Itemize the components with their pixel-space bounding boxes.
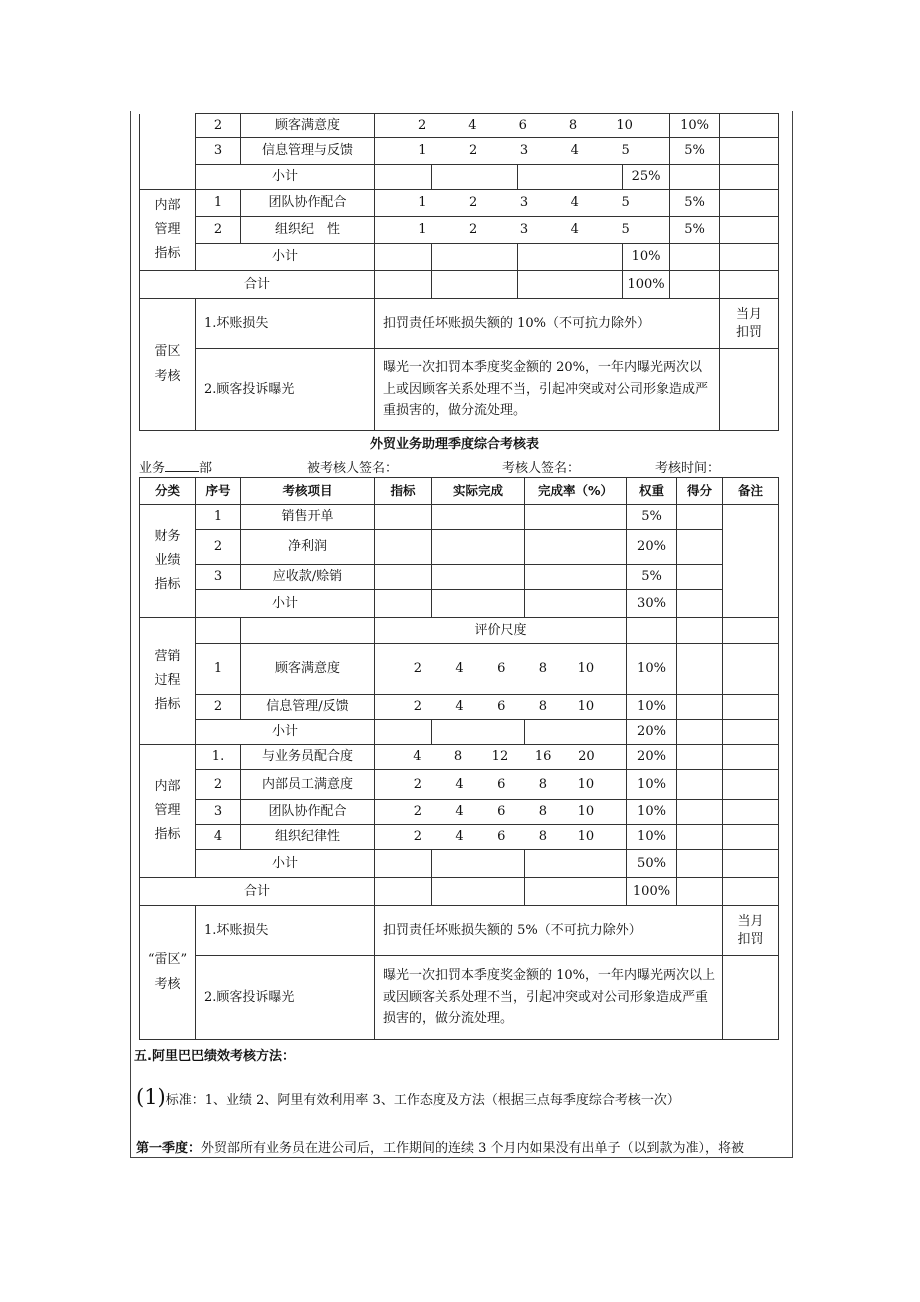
- scale-cell: 1 2 3 4 5: [375, 138, 670, 165]
- quarter-line: 第一季度：外贸部所有业务员在进公司后，工作期间的连续 3 个月内如果没有出单子（以到款为准），将被: [136, 1141, 745, 1156]
- total-row: 合计 100%: [140, 878, 779, 906]
- table-row: 内部 管理 指标 1. 与业务员配合度 4 8 12 16 20 20%: [140, 745, 779, 770]
- score-cell[interactable]: [677, 644, 723, 695]
- table-row: 1 顾客满意度 2 4 6 8 10 10%: [140, 644, 779, 695]
- note-cell[interactable]: [723, 825, 779, 850]
- note-cell[interactable]: [723, 745, 779, 770]
- table-row: 2 顾客满意度 2 4 6 8 10 10%: [140, 114, 779, 138]
- table-row: 2 组织纪 性 1 2 3 4 5 5%: [140, 217, 779, 244]
- header-row: 分类 序号 考核项目 指标 实际完成 完成率（%） 权重 得分 备注: [140, 478, 779, 505]
- scale-cell: 2 4 6 8 10: [375, 800, 627, 825]
- scale-header-row: 营销 过程 指标 评价尺度: [140, 618, 779, 644]
- mine-note: 当月 扣罚: [720, 299, 779, 349]
- mine-row: 2.顾客投诉曝光 曝光一次扣罚本季度奖金额的 20%，一年内曝光两次以上或因顾客关系处理不当，引起冲突或对公司形象造成严重损害的，做分流处理。: [140, 349, 779, 431]
- mine-row: “雷区” 考核 1.坏账损失 扣罚责任坏账损失额的 5%（不可抗力除外） 当月 扣罚: [140, 906, 779, 956]
- category-internal: 内部 管理 指标: [140, 190, 196, 271]
- table-continued: [139, 113, 779, 431]
- target-cell[interactable]: [375, 565, 432, 590]
- score-cell[interactable]: [677, 530, 723, 565]
- note-cell[interactable]: [723, 644, 779, 695]
- section-heading: 五.阿里巴巴绩效考核方法：: [134, 1049, 295, 1064]
- rate-cell[interactable]: [525, 565, 627, 590]
- note-cell[interactable]: [723, 695, 779, 720]
- actual-cell[interactable]: [432, 505, 525, 530]
- rate-cell[interactable]: [525, 505, 627, 530]
- scale-cell: 2 4 6 8 10: [375, 644, 627, 695]
- score-cell[interactable]: [720, 138, 779, 165]
- subtotal-row: 小计 10%: [140, 244, 779, 271]
- note-cell[interactable]: [723, 770, 779, 800]
- signature-line: 业务 部: [139, 461, 213, 476]
- category-marketing: 营销 过程 指标: [140, 618, 196, 745]
- subtotal-row: 小计 20%: [140, 720, 779, 745]
- score-cell[interactable]: [677, 745, 723, 770]
- score-cell[interactable]: [677, 770, 723, 800]
- target-cell[interactable]: [375, 530, 432, 565]
- form-title: 外贸业务助理季度综合考核表: [370, 437, 540, 452]
- score-cell[interactable]: [720, 217, 779, 244]
- category-finance: 财务 业绩 指标: [140, 505, 196, 618]
- mine-note: 当月 扣罚: [723, 906, 779, 956]
- scale-cell: 2 4 6 8 10: [375, 825, 627, 850]
- scale-cell: 2 4 6 8 10: [375, 695, 627, 720]
- mine-row: 雷区 考核 1.坏账损失 扣罚责任坏账损失额的 10%（不可抗力除外） 当月 扣罚: [140, 299, 779, 349]
- category-cell: [140, 114, 196, 190]
- assessor-signature[interactable]: 考核人签名：: [502, 461, 581, 476]
- assessee-signature[interactable]: 被考核人签名：: [307, 461, 399, 476]
- assessment-table: [139, 477, 779, 1040]
- actual-cell[interactable]: [432, 530, 525, 565]
- subtotal-row: 小计 30%: [140, 590, 779, 618]
- subtotal-row: 小计 50%: [140, 850, 779, 878]
- table-row: 2 信息管理/反馈 2 4 6 8 10 10%: [140, 695, 779, 720]
- scale-cell: 2 4 6 8 10: [375, 114, 670, 138]
- actual-cell[interactable]: [432, 565, 525, 590]
- score-cell[interactable]: [677, 565, 723, 590]
- score-cell[interactable]: [677, 505, 723, 530]
- note-cell[interactable]: [723, 800, 779, 825]
- score-cell[interactable]: [677, 825, 723, 850]
- table-row: 2 净利润 20%: [140, 530, 779, 565]
- dept-blank[interactable]: [165, 459, 199, 472]
- table-row: 3 信息管理与反馈 1 2 3 4 5 5%: [140, 138, 779, 165]
- note-cell[interactable]: [723, 505, 779, 618]
- table-row: 4 组织纪律性 2 4 6 8 10 10%: [140, 825, 779, 850]
- target-cell[interactable]: [375, 505, 432, 530]
- scale-cell: 2 4 6 8 10: [375, 770, 627, 800]
- table-row: 3 应收款/赊销 5%: [140, 565, 779, 590]
- rate-cell[interactable]: [525, 530, 627, 565]
- table-row: 内部 管理 指标 1 团队协作配合 1 2 3 4 5 5%: [140, 190, 779, 217]
- table-row: 财务 业绩 指标 1 销售开单 5%: [140, 505, 779, 530]
- score-cell[interactable]: [720, 114, 779, 138]
- scale-cell: 1 2 3 4 5: [375, 217, 670, 244]
- score-cell[interactable]: [677, 695, 723, 720]
- score-cell[interactable]: [720, 190, 779, 217]
- category-mine: “雷区” 考核: [140, 906, 196, 1040]
- standard-line: (1)标准：1、业绩 2、阿里有效利用率 3、工作态度及方法（根据三点每季度综合考核一次）: [136, 1085, 680, 1109]
- scale-cell: 4 8 12 16 20: [375, 745, 627, 770]
- subtotal-row: 小计 25%: [140, 165, 779, 190]
- category-mine: 雷区 考核: [140, 299, 196, 431]
- table-row: 3 团队协作配合 2 4 6 8 10 10%: [140, 800, 779, 825]
- mine-row: 2.顾客投诉曝光 曝光一次扣罚本季度奖金额的 10%，一年内曝光两次以上或因顾客关系处理不当，引起冲突或对公司形象造成严重损害的，做分流处理。: [140, 956, 779, 1040]
- table-row: 2 内部员工满意度 2 4 6 8 10 10%: [140, 770, 779, 800]
- scale-cell: 1 2 3 4 5: [375, 190, 670, 217]
- category-internal: 内部 管理 指标: [140, 745, 196, 878]
- assessment-time[interactable]: 考核时间：: [655, 461, 721, 476]
- total-row: 合计 100%: [140, 271, 779, 299]
- score-cell[interactable]: [677, 800, 723, 825]
